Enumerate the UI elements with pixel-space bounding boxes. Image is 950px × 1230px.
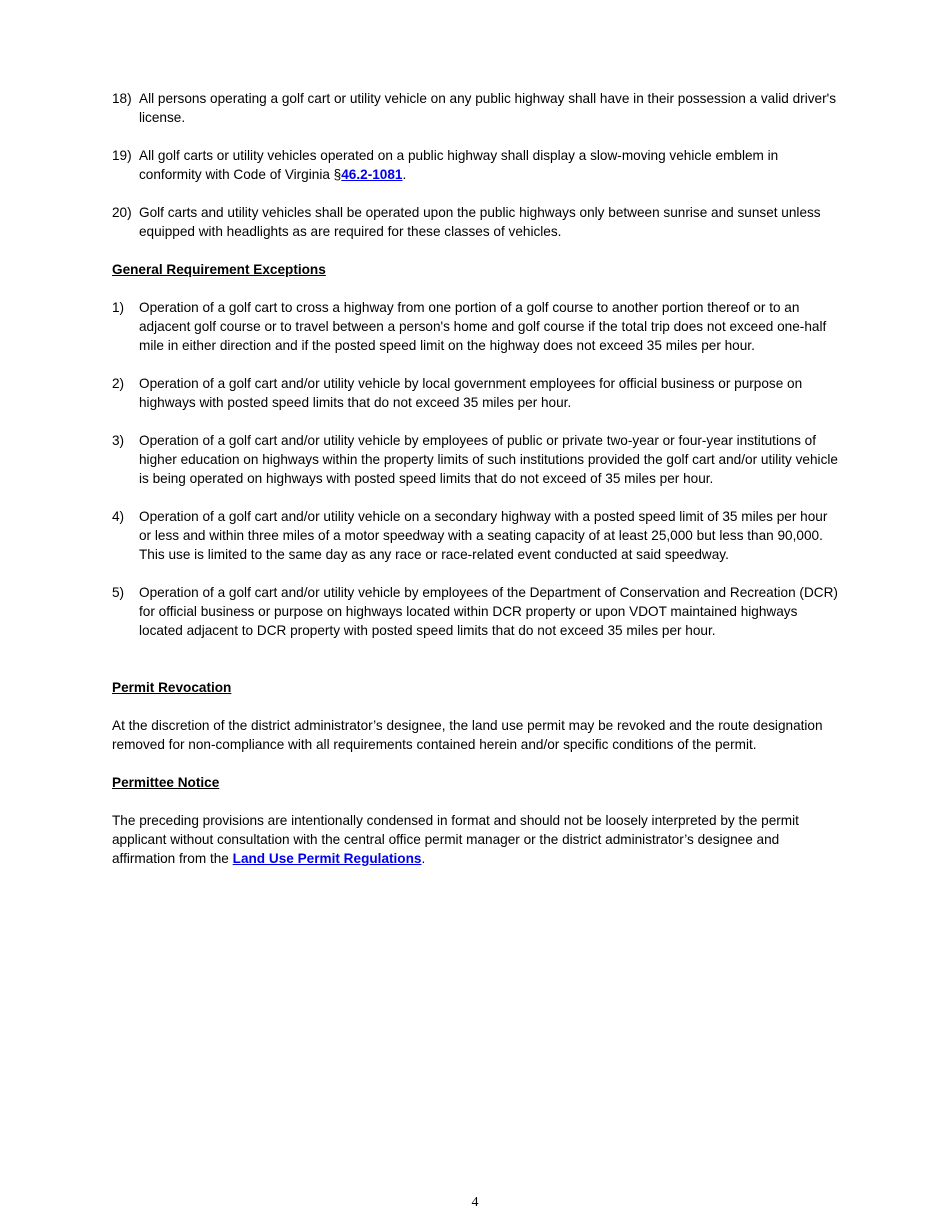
- revocation-paragraph: At the discretion of the district administrator’s designee, the land use permit may be revoked and the route designation removed for non-compliance with all requirements contained herein and/or specific conditions of the permit.: [112, 718, 823, 752]
- list-item-number: 2): [112, 376, 125, 391]
- list-item-number: 4): [112, 509, 125, 524]
- exceptions-heading: General Requirement Exceptions: [112, 262, 326, 277]
- document-page: [112, 89, 842, 887]
- page-number: 4: [471, 1195, 479, 1210]
- exception-item-1: [112, 298, 842, 355]
- exception-item-4: [112, 507, 842, 564]
- list-item-text: Operation of a golf cart to cross a highway from one portion of a golf course to another portion thereof or to an adjacent golf course or to travel between a person's home and golf course if the total trip does not exceed one-half mile in either direction and if the posted speed limit on the highway does not exceed 35 miles per hour.: [139, 300, 827, 353]
- code-of-virginia-link[interactable]: 46.2-1081: [341, 167, 403, 182]
- list-item-text: [139, 146, 842, 184]
- exception-item-3: [112, 431, 842, 488]
- list-item-19: [112, 146, 842, 184]
- list-item-number: 18): [112, 91, 132, 106]
- spacer: [112, 659, 842, 678]
- notice-paragraph: [112, 811, 842, 868]
- list-item-number: 1): [112, 300, 125, 315]
- exception-item-5: [112, 583, 842, 640]
- list-item-text: Operation of a golf cart and/or utility vehicle by employees of the Department of Conservation and Recreation (DCR) for official business or purpose on highways located within DCR property or upon VDOT maintained highways located adjacent to DCR property with posted speed limits that do not exceed 35 miles per hour.: [139, 585, 838, 638]
- revocation-heading: Permit Revocation: [112, 680, 232, 695]
- list-item-text: Operation of a golf cart and/or utility vehicle on a secondary highway with a posted speed limit of 35 miles per hour or less and within three miles of a motor speedway with a seating capacity of at least 25,000 but less than 90,000. This use is limited to the same day as any race or race-related event conducted at said speedway.: [139, 509, 828, 562]
- list-item-number: 20): [112, 205, 132, 220]
- land-use-permit-regulations-link[interactable]: Land Use Permit Regulations: [232, 851, 422, 866]
- list-item-text: All persons operating a golf cart or utility vehicle on any public highway shall have in their possession a valid driver's license.: [139, 91, 836, 125]
- list-item-number: 3): [112, 433, 125, 448]
- list-item-text-after: .: [402, 167, 407, 182]
- list-item-text-before: All golf carts or utility vehicles operated on a public highway shall display a slow-moving vehicle emblem in conformity with Code of Virginia §: [139, 148, 779, 182]
- exception-item-2: [112, 374, 842, 412]
- notice-heading: Permittee Notice: [112, 775, 220, 790]
- list-item-text: Operation of a golf cart and/or utility vehicle by employees of public or private two-year or four-year institutions of higher education on highways within the property limits of such institutions provided the golf cart and/or utility vehicle is being operated on highways with posted speed limits that do not exceed of 35 miles per hour.: [139, 433, 838, 486]
- list-item-text: Golf carts and utility vehicles shall be operated upon the public highways only between sunrise and sunset unless equipped with headlights as are required for these classes of vehicles.: [139, 205, 821, 239]
- list-item-20: [112, 203, 842, 241]
- notice-text-before: The preceding provisions are intentionally condensed in format and should not be loosely interpreted by the permit applicant without consultation with the central office permit manager or the district administrator’s designee and affirmation from the: [112, 813, 799, 866]
- list-item-text: Operation of a golf cart and/or utility vehicle by local government employees for official business or purpose on highways with posted speed limits that do not exceed 35 miles per hour.: [139, 376, 803, 410]
- list-item-number: 19): [112, 148, 132, 163]
- list-item-number: 5): [112, 585, 125, 600]
- notice-text-after: .: [421, 851, 426, 866]
- list-item-18: [112, 89, 842, 127]
